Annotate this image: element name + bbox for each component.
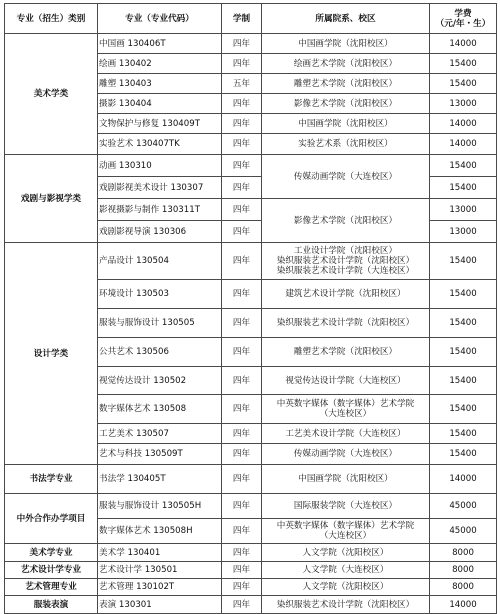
- category-cell: 美术学类: [5, 34, 98, 155]
- department-line: 实验艺术系（沈阳校区）: [298, 139, 393, 149]
- department-line: 人文学院（沈阳校区）: [302, 582, 389, 592]
- fee-cell: 13000: [430, 94, 497, 114]
- department-line: 染织服装艺术设计学院（沈阳校区）: [276, 599, 415, 610]
- duration-cell: 四年: [222, 424, 262, 444]
- department-cell: [262, 395, 430, 424]
- major-cell: 视觉传达设计 130502: [98, 367, 222, 395]
- major-cell: 戏剧影视美术设计 130307: [98, 177, 222, 199]
- header-fee: [430, 4, 497, 34]
- department-line: 雕塑艺术学院（沈阳校区）: [293, 347, 398, 357]
- duration-cell: 四年: [222, 177, 262, 199]
- department-cell: [262, 596, 430, 614]
- major-cell: 书法学 130405T: [98, 465, 222, 494]
- major-cell: 动画 130310: [98, 155, 222, 177]
- department-cell: [262, 424, 430, 444]
- category-cell: 书法学专业: [5, 465, 98, 494]
- department-line: 中国画学院（沈阳校区）: [298, 38, 393, 49]
- duration-cell: 四年: [222, 34, 262, 54]
- department-line: （大连校区）: [319, 531, 372, 541]
- fee-cell: 15400: [430, 338, 497, 367]
- fee-cell: 15400: [430, 424, 497, 444]
- major-cell: 产品设计 130504: [98, 243, 222, 280]
- department-line: 影像艺术学院（沈阳校区）: [293, 98, 398, 109]
- department-cell: [262, 519, 430, 544]
- major-cell: 数字媒体艺术 130508: [98, 395, 222, 424]
- major-cell: 服装与服饰设计 130505: [98, 309, 222, 338]
- department-cell: [262, 309, 430, 338]
- duration-cell: 四年: [222, 54, 262, 74]
- department-cell: [262, 562, 430, 579]
- department-cell: [262, 155, 430, 199]
- duration-cell: 五年: [222, 74, 262, 94]
- category-cell: 艺术设计学专业: [5, 562, 98, 579]
- fee-cell: 15400: [430, 177, 497, 199]
- fee-cell: 8000: [430, 562, 497, 579]
- major-cell: 戏剧影视导演 130306: [98, 221, 222, 243]
- department-cell: [262, 243, 430, 280]
- header-major: 专业（专业代码）: [98, 4, 222, 34]
- duration-cell: 四年: [222, 465, 262, 494]
- category-cell: 艺术管理专业: [5, 579, 98, 596]
- fee-cell: 14000: [430, 34, 497, 54]
- department-cell: [262, 94, 430, 114]
- category-cell: 服装表演: [5, 596, 98, 614]
- major-cell: 艺术设计学 130501: [98, 562, 222, 579]
- duration-cell: 四年: [222, 544, 262, 562]
- department-cell: [262, 367, 430, 395]
- department-line: 染织服装艺术设计学院（大连校区）: [276, 266, 415, 276]
- duration-cell: 四年: [222, 367, 262, 395]
- table-row: [5, 243, 497, 280]
- department-line: 人文学院（沈阳校区）: [302, 547, 389, 558]
- major-cell: 雕塑 130403: [98, 74, 222, 94]
- major-cell: 表演 130301: [98, 596, 222, 614]
- duration-cell: 四年: [222, 114, 262, 134]
- fee-cell: 15400: [430, 74, 497, 94]
- department-cell: [262, 280, 430, 309]
- department-cell: [262, 579, 430, 596]
- tuition-table: [4, 3, 497, 614]
- duration-cell: 四年: [222, 280, 262, 309]
- fee-cell: 14000: [430, 596, 497, 614]
- fee-cell: 15400: [430, 367, 497, 395]
- duration-cell: 四年: [222, 155, 262, 177]
- duration-cell: 四年: [222, 444, 262, 465]
- fee-cell: 15400: [430, 54, 497, 74]
- header-fee-line2: （元/年・生）: [435, 18, 491, 29]
- department-cell: [262, 338, 430, 367]
- duration-cell: 四年: [222, 596, 262, 614]
- major-cell: 公共艺术 130506: [98, 338, 222, 367]
- major-cell: 美术学 130401: [98, 544, 222, 562]
- duration-cell: 四年: [222, 579, 262, 596]
- department-cell: [262, 444, 430, 465]
- major-cell: 艺术与科技 130509T: [98, 444, 222, 465]
- fee-cell: 14000: [430, 114, 497, 134]
- duration-cell: 四年: [222, 519, 262, 544]
- table-row: [5, 562, 497, 579]
- department-line: 工艺美术设计学院（大连校区）: [285, 428, 406, 439]
- category-cell: 美术学专业: [5, 544, 98, 562]
- department-cell: [262, 134, 430, 155]
- department-line: 人文学院（大连校区）: [302, 565, 389, 575]
- department-line: 影像艺术学院（沈阳校区）: [293, 215, 398, 226]
- fee-cell: 15400: [430, 243, 497, 280]
- department-cell: [262, 199, 430, 243]
- duration-cell: 四年: [222, 338, 262, 367]
- header-department: 所属院系、校区: [262, 4, 430, 34]
- major-cell: 影视摄影与制作 130311T: [98, 199, 222, 221]
- major-cell: 绘画 130402: [98, 54, 222, 74]
- table-row: [5, 596, 497, 614]
- major-cell: 工艺美术 130507: [98, 424, 222, 444]
- duration-cell: 四年: [222, 94, 262, 114]
- major-cell: 艺术管理 130102T: [98, 579, 222, 596]
- fee-cell: 15400: [430, 309, 497, 338]
- duration-cell: 四年: [222, 134, 262, 155]
- fee-cell: 8000: [430, 544, 497, 562]
- department-line: 传媒动画学院（大连校区）: [293, 449, 398, 459]
- major-cell: 服装与服饰设计 130505H: [98, 494, 222, 519]
- department-line: （大连校区）: [319, 409, 372, 419]
- department-line: 视觉传达设计学院（大连校区）: [285, 375, 406, 386]
- major-cell: 文物保护与修复 130409T: [98, 114, 222, 134]
- department-cell: [262, 544, 430, 562]
- category-cell: 中外合作办学项目: [5, 494, 98, 544]
- duration-cell: 四年: [222, 309, 262, 338]
- fee-cell: 15400: [430, 280, 497, 309]
- major-cell: 中国画 130406T: [98, 34, 222, 54]
- department-line: 染织服装艺术设计学院（沈阳校区）: [276, 256, 415, 266]
- fee-cell: 14000: [430, 465, 497, 494]
- department-line: 中国画学院（沈阳校区）: [298, 118, 393, 129]
- duration-cell: 四年: [222, 562, 262, 579]
- department-line: 雕塑艺术学院（沈阳校区）: [293, 78, 398, 89]
- header-row: [5, 4, 497, 34]
- table-row: [5, 465, 497, 494]
- department-line: 国际服装学院（大连校区）: [293, 501, 398, 511]
- department-line: 中英数字媒体（数字媒体）艺术学院: [276, 521, 415, 531]
- category-cell: 戏剧与影视学类: [5, 155, 98, 243]
- category-cell: 设计学类: [5, 243, 98, 465]
- major-cell: 数字媒体艺术 130508H: [98, 519, 222, 544]
- duration-cell: 四年: [222, 395, 262, 424]
- department-cell: [262, 74, 430, 94]
- duration-cell: 四年: [222, 494, 262, 519]
- table-row: [5, 155, 497, 177]
- table-row: [5, 544, 497, 562]
- major-cell: 实验艺术 130407TK: [98, 134, 222, 155]
- department-line: 中英数字媒体（数字媒体）艺术学院: [276, 399, 415, 409]
- header-fee-line1: 学费: [454, 8, 472, 19]
- fee-cell: 45000: [430, 494, 497, 519]
- fee-cell: 13000: [430, 199, 497, 221]
- fee-cell: 14000: [430, 134, 497, 155]
- department-line: 染织服装艺术设计学院（沈阳校区）: [276, 318, 415, 328]
- table-body: [5, 34, 497, 614]
- fee-cell: 45000: [430, 519, 497, 544]
- table-row: [5, 579, 497, 596]
- fee-cell: 8000: [430, 579, 497, 596]
- duration-cell: 四年: [222, 199, 262, 221]
- header-duration: 学制: [222, 4, 262, 34]
- duration-cell: 四年: [222, 243, 262, 280]
- department-cell: [262, 54, 430, 74]
- department-line: 工业设计学院（沈阳校区）: [293, 246, 398, 256]
- major-cell: 环境设计 130503: [98, 280, 222, 309]
- department-line: 建筑艺术设计学院（沈阳校区）: [285, 289, 406, 299]
- department-line: 传媒动画学院（大连校区）: [293, 171, 398, 182]
- fee-cell: 15400: [430, 395, 497, 424]
- department-cell: [262, 114, 430, 134]
- duration-cell: 四年: [222, 221, 262, 243]
- table-row: [5, 494, 497, 519]
- header-category: 专业（招生）类别: [5, 4, 98, 34]
- fee-cell: 15400: [430, 444, 497, 465]
- fee-cell: 13000: [430, 221, 497, 243]
- department-line: 中国画学院（沈阳校区）: [298, 474, 393, 484]
- major-cell: 摄影 130404: [98, 94, 222, 114]
- table-row: [5, 34, 497, 54]
- fee-cell: 15400: [430, 155, 497, 177]
- department-cell: [262, 465, 430, 494]
- department-cell: [262, 494, 430, 519]
- department-line: 绘画艺术学院（沈阳校区）: [293, 58, 398, 69]
- department-cell: [262, 34, 430, 54]
